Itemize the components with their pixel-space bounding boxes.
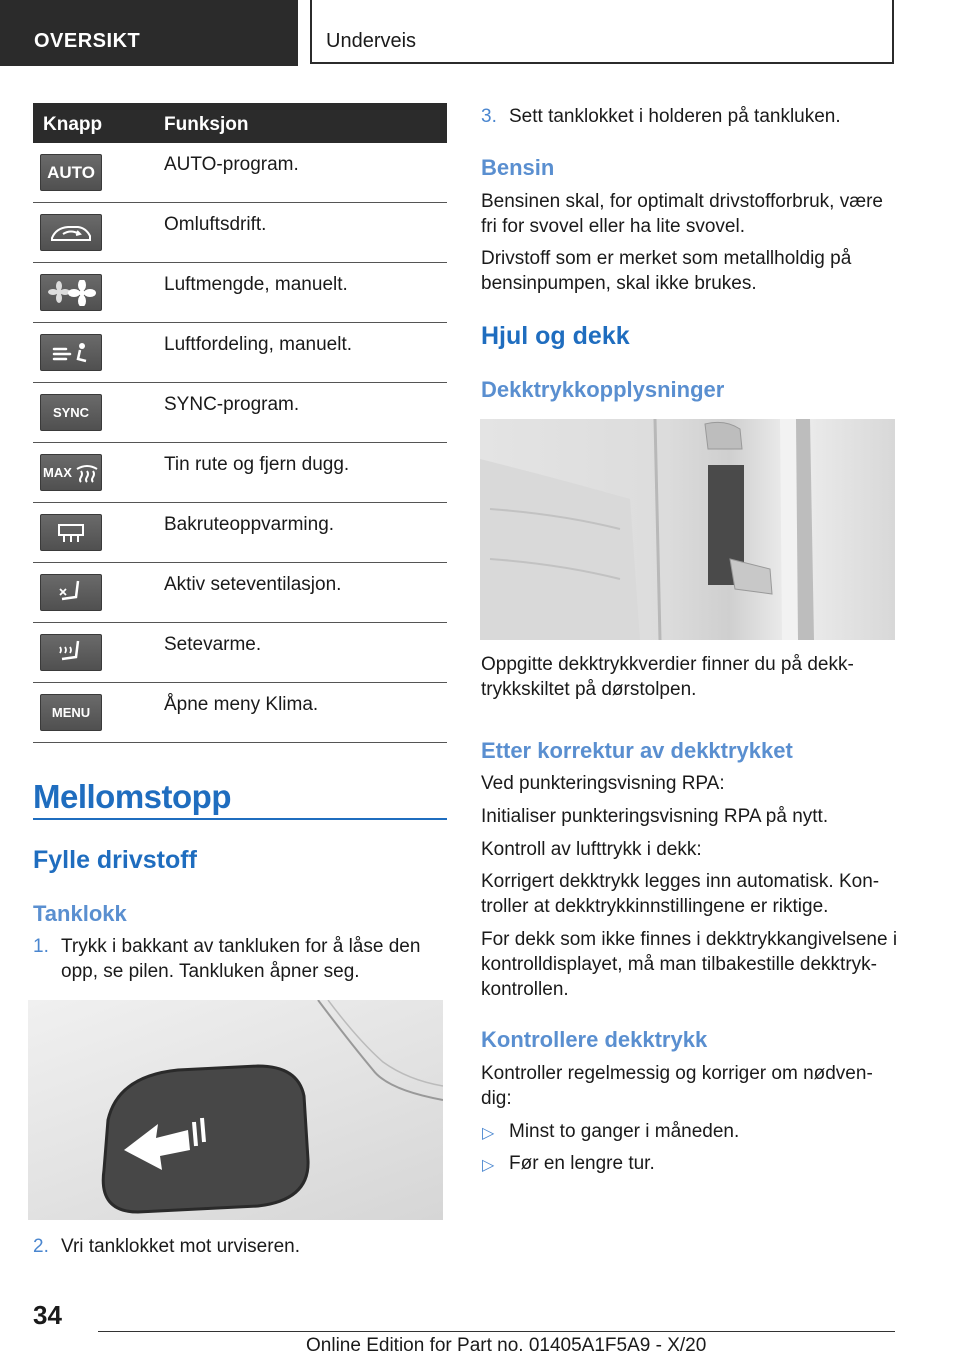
heading-bensin: Bensin (481, 155, 555, 180)
etter-paragraph-4 (481, 869, 879, 919)
max-label: MAX (43, 465, 72, 480)
footer-edition: Online Edition for Part no. 01405A1F5A9 - X/20 (306, 1335, 707, 1356)
table-row (33, 263, 447, 323)
row-function-text: Åpne meny Klima. (164, 694, 319, 715)
column-header-button: Knapp (43, 114, 103, 135)
text-line: troller at dekktrykkinnstillingene er riktige. (481, 896, 829, 917)
seat-heating-button-icon (40, 634, 102, 671)
etter-paragraph-5 (481, 927, 897, 1002)
etter-paragraph-3: Kontroll av lufttrykk i dekk: (481, 839, 702, 860)
text-line: opp, se pilen. Tankluken åpner seg. (61, 961, 360, 982)
heading-hjul-og-dekk: Hjul og dekk (481, 322, 630, 350)
row-function-text: Tin rute og fjern dugg. (164, 454, 350, 475)
top-bar (0, 0, 960, 66)
text-line: kontrolldisplayet, må man tilbakestille dekktryk- (481, 954, 877, 975)
photo-caption (481, 652, 854, 702)
row-function-text: Omluftsdrift. (164, 214, 267, 235)
row-function-text: AUTO-program. (164, 154, 299, 175)
step-number: 3. (481, 106, 497, 127)
heading-dekktrykkopplysninger: Dekktrykkopplysninger (481, 377, 725, 402)
text-line: fri for svovel eller ha lite svovel. (481, 216, 745, 237)
row-function-text: Aktiv seteventilasjon. (164, 574, 342, 595)
bensin-paragraph-1 (481, 189, 883, 239)
step-1-text (61, 934, 420, 984)
section-tab[interactable]: Underveis (310, 0, 894, 64)
heading-fylle-drivstoff: Fylle drivstoff (33, 846, 197, 874)
max-defrost-button-icon (40, 454, 102, 491)
auto-button-icon: AUTO (40, 154, 102, 191)
rear-window-heating-button-icon (40, 514, 102, 551)
row-function-text: SYNC-program. (164, 394, 300, 415)
air-distribution-button-icon (40, 334, 102, 371)
section-title-mellomstopp: Mellomstopp (33, 778, 231, 815)
text-line: bensinpumpen, skal ikke brukes. (481, 273, 757, 294)
section-rule (33, 818, 447, 820)
step-2-text: Vri tanklokket mot urviseren. (61, 1236, 300, 1257)
bensin-paragraph-2 (481, 246, 851, 296)
sync-button-icon: SYNC (40, 394, 102, 431)
bullet-item-1: Minst to ganger i måneden. (509, 1121, 740, 1142)
table-row (33, 623, 447, 683)
table-row (33, 383, 447, 443)
column-header-function: Funksjon (164, 114, 249, 135)
text-line: Oppgitte dekktrykkverdier finner du på dekk- (481, 654, 854, 675)
text-line: kontrollen. (481, 979, 569, 1000)
heading-kontrollere-dekktrykk: Kontrollere dekktrykk (481, 1027, 708, 1052)
bullet-icon: ▷ (482, 1157, 495, 1174)
text-line: Drivstoff som er merket som metallholdig på (481, 248, 852, 269)
row-function-text: Setevarme. (164, 634, 262, 655)
step-3-text: Sett tanklokket i holderen på tankluken. (509, 106, 841, 127)
table-row (33, 203, 447, 263)
recirculation-button-icon (40, 214, 102, 251)
footer-rule (98, 1331, 895, 1332)
row-function-text: Luftmengde, manuelt. (164, 274, 348, 295)
step-number: 2. (33, 1236, 49, 1257)
table-row (33, 443, 447, 503)
step-number: 1. (33, 936, 49, 957)
table-row (33, 323, 447, 383)
chapter-tab[interactable]: OVERSIKT (0, 0, 298, 66)
text-line: Kontroller regelmessig og korriger om nødven- (481, 1063, 873, 1084)
table-row (33, 503, 447, 563)
bullet-item-2: Før en lengre tur. (509, 1153, 655, 1174)
heading-tanklokk: Tanklokk (33, 901, 127, 926)
fan-speed-button-icon (40, 274, 102, 311)
seat-ventilation-button-icon (40, 574, 102, 611)
table-row (33, 683, 447, 743)
kontroll-paragraph (481, 1061, 873, 1111)
etter-paragraph-1: Ved punkteringsvisning RPA: (481, 773, 725, 794)
bullet-icon: ▷ (482, 1125, 495, 1142)
etter-paragraph-2: Initialiser punkteringsvisning RPA på nytt. (481, 806, 829, 827)
door-pillar-illustration (480, 419, 895, 640)
table-row (33, 563, 447, 623)
row-function-text: Bakruteoppvarming. (164, 514, 335, 535)
text-line: Trykk i bakkant av tankluken for å låse den (61, 936, 421, 957)
text-line: For dekk som ikke finnes i dekktrykkangivelsene i (481, 929, 898, 950)
menu-button-icon: MENU (40, 694, 102, 731)
text-line: Bensinen skal, for optimalt drivstofforbruk, være (481, 191, 883, 212)
text-line: dig: (481, 1088, 512, 1109)
heading-etter-korrektur: Etter korrektur av dekktrykket (481, 738, 793, 763)
text-line: Korrigert dekktrykk legges inn automatisk. Kon- (481, 871, 880, 892)
table-row (33, 143, 447, 203)
climate-buttons-table (33, 103, 447, 743)
row-function-text: Luftfordeling, manuelt. (164, 334, 353, 355)
table-header (33, 103, 447, 143)
fuel-flap-illustration (28, 1000, 443, 1220)
page-number: 34 (33, 1300, 62, 1330)
text-line: trykkskiltet på dørstolpen. (481, 679, 697, 700)
